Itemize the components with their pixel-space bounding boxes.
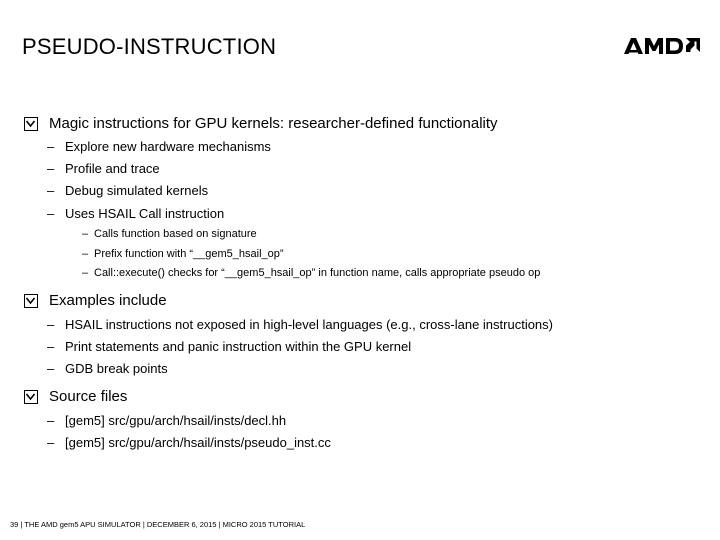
list-item: Explore new hardware mechanisms [65,139,271,154]
dash: – [47,361,55,376]
dash: – [82,228,89,240]
dash: – [47,183,55,198]
list-item: Uses HSAIL Call instruction [65,206,225,221]
dash: – [47,161,55,176]
slide-title: PSEUDO-INSTRUCTION [22,34,277,59]
checkbox-icon [24,117,38,131]
dash: – [47,339,55,354]
list-item: Debug simulated kernels [65,183,209,198]
section-heading: Examples include [49,292,167,309]
list-item: HSAIL instructions not exposed in high-level languages (e.g., cross-lane instructions) [65,317,553,332]
dash: – [47,206,55,221]
dash: – [47,435,55,450]
section-heading: Magic instructions for GPU kernels: researcher-defined functionality [49,115,498,132]
sub-list-item: Calls function based on signature [94,228,257,240]
dash: – [47,413,55,428]
list-item: Profile and trace [65,161,160,176]
list-item: Print statements and panic instruction within the GPU kernel [65,339,412,354]
dash: – [47,139,55,154]
dash: – [82,248,89,260]
sub-list-item: Prefix function with “__gem5_hsail_op” [94,248,284,260]
list-item: [gem5] src/gpu/arch/hsail/insts/pseudo_inst.cc [65,435,331,450]
amd-logo-icon [622,36,702,56]
dash: – [47,317,55,332]
checkbox-icon [24,294,38,308]
checkbox-icon [24,390,38,404]
list-item: GDB break points [65,361,168,376]
section-heading: Source files [49,388,128,405]
slide-footer: 39 | THE AMD gem5 APU SIMULATOR | DECEMBER 6, 2015 | MICRO 2015 TUTORIAL [10,520,306,529]
sub-list-item: Call::execute() checks for “__gem5_hsail_op” in function name, calls appropriate pseudo op [94,267,541,279]
list-item: [gem5] src/gpu/arch/hsail/insts/decl.hh [65,413,287,428]
dash: – [82,267,89,279]
